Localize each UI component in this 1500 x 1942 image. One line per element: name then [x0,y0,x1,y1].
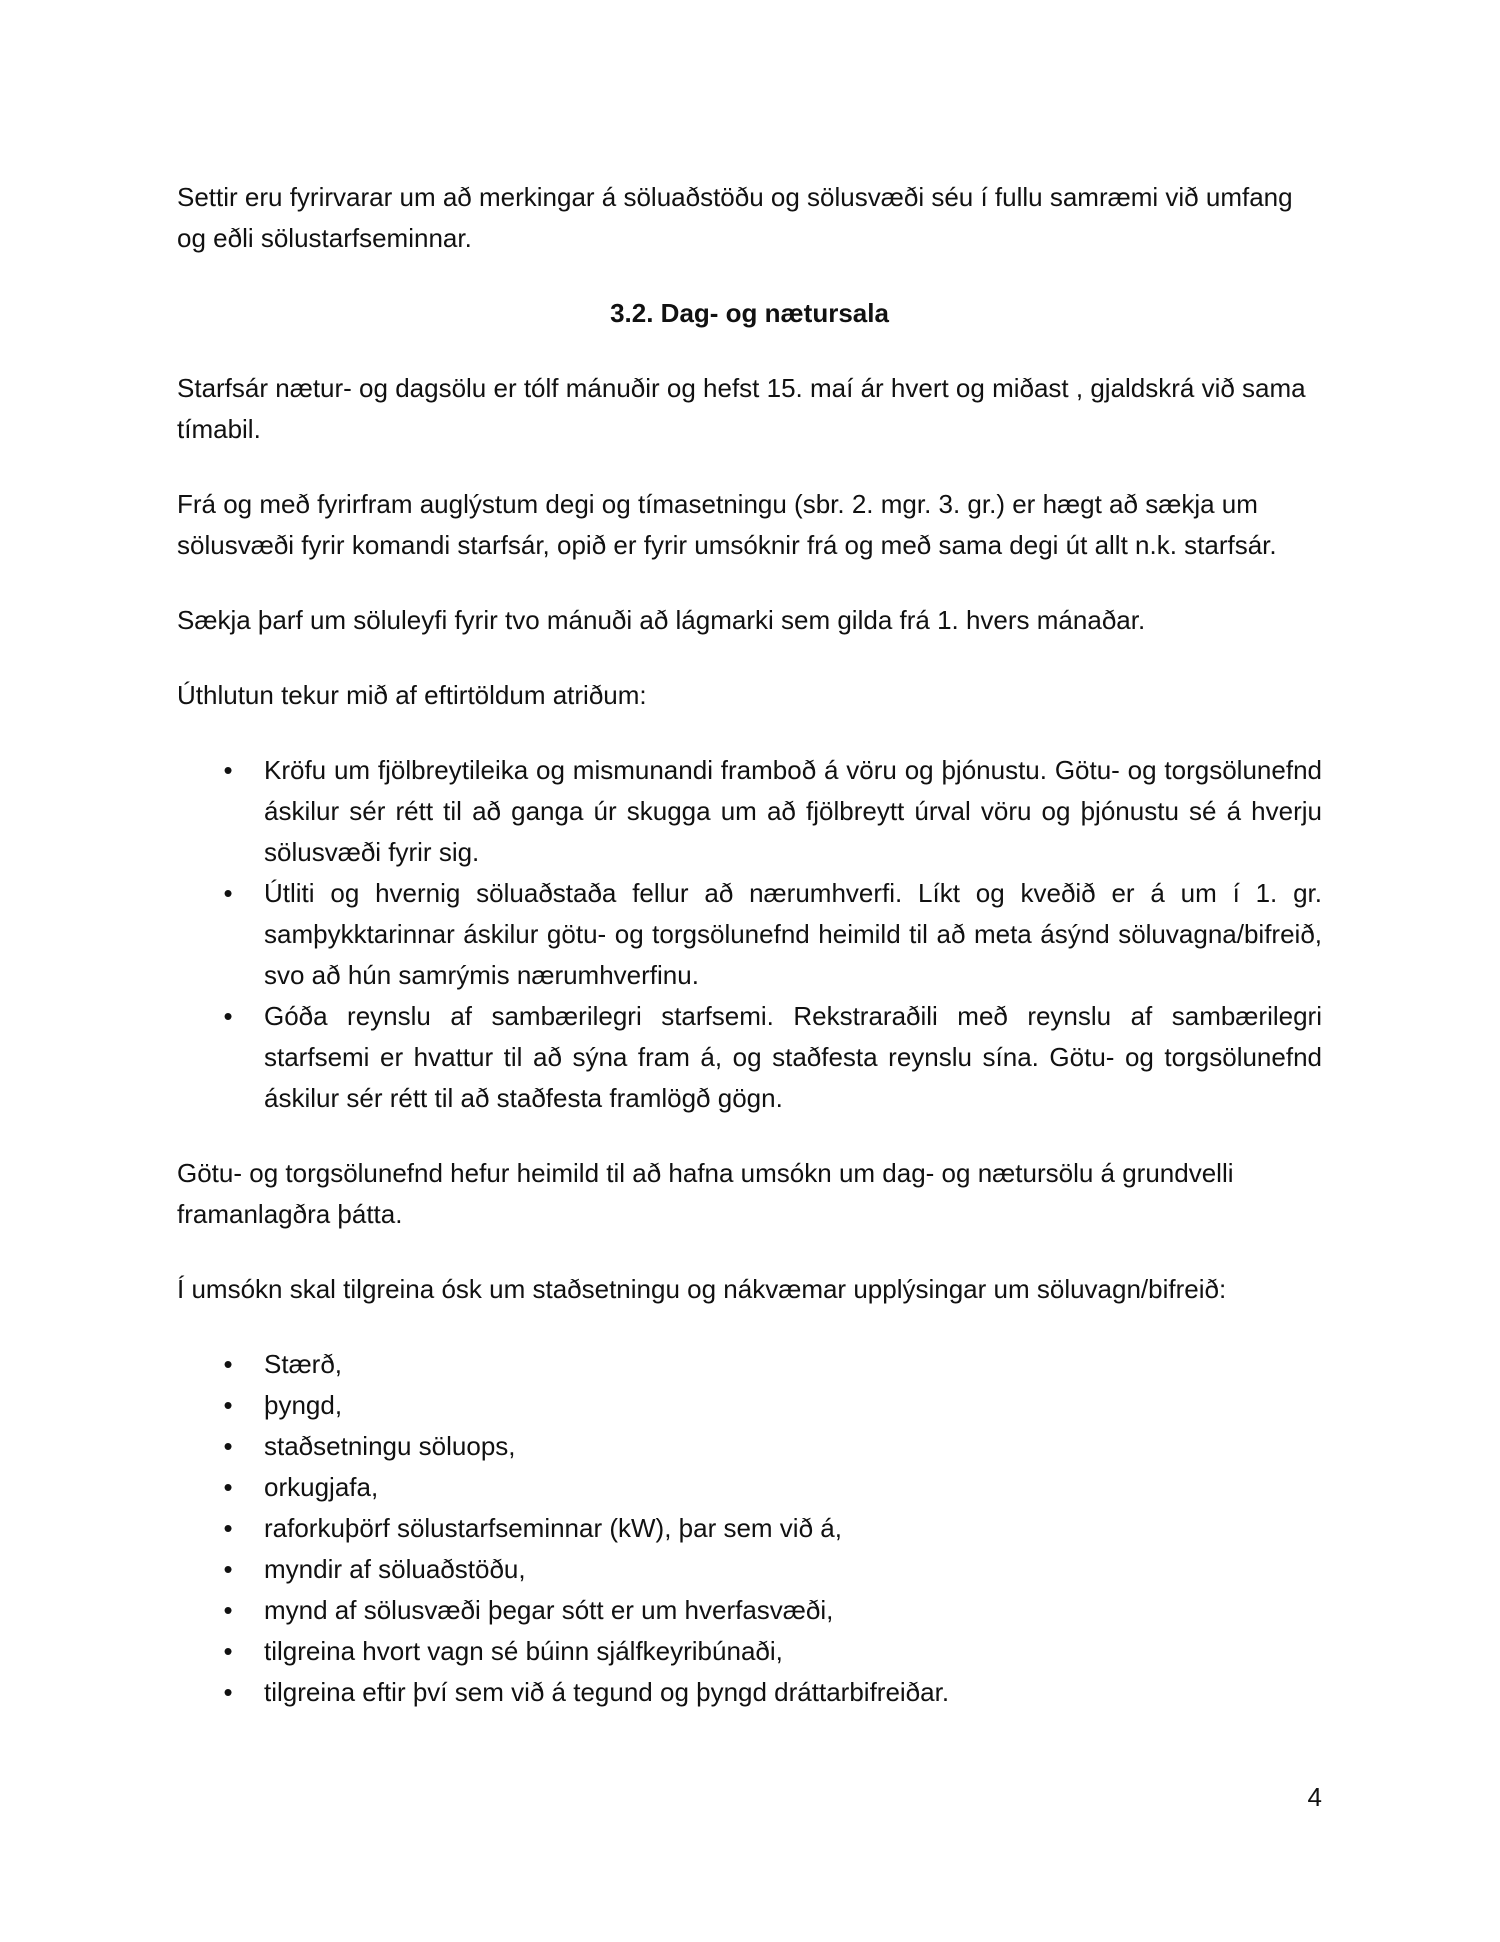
list-item [177,1467,1322,1508]
bullet-icon: • [223,755,233,785]
list-item [177,1672,1322,1713]
bullet-icon: • [223,878,233,908]
paragraph-minimum-period: Sækja þarf um söluleyfi fyrir tvo mánuði að lágmarki sem gilda frá 1. hvers mánaðar. [177,605,1146,635]
paragraph-application-window: Frá og með fyrirfram auglýstum degi og tímasetningu (sbr. 2. mgr. 3. gr.) er hægt að sækja um sölusvæði fyrir komandi starfsár, opið er fyrir umsóknir frá og með sama degi út allt n.k. starfsár. [177,489,1277,560]
list-item-text: Útliti og hvernig söluaðstaða fellur að nærumhverfi. Líkt og kveðið er á um í 1. gr. samþykktarinnar áskilur götu- og torgsölunefnd heimild til að meta ásýnd söluvagna/bifreið, svo að hún samrýmis nærumhverfinu. [264,878,1322,990]
list-item [177,1631,1322,1672]
list-item-text: Stærð, [264,1349,343,1379]
list-item-text: tilgreina eftir því sem við á tegund og þyngd dráttarbifreiðar. [264,1677,950,1707]
list-item [177,750,1322,873]
page-number: 4 [1307,1782,1322,1812]
list-item-text: þyngd, [264,1390,343,1420]
bullet-icon: • [223,1472,233,1502]
bullet-icon: • [223,1001,233,1031]
list-item [177,1549,1322,1590]
list-item [177,1426,1322,1467]
list-item-text: staðsetningu söluops, [264,1431,516,1461]
bullet-icon: • [223,1513,233,1543]
list-item-text: tilgreina hvort vagn sé búinn sjálfkeyribúnaði, [264,1636,783,1666]
list-item [177,873,1322,996]
paragraph-operating-year: Starfsár nætur- og dagsölu er tólf mánuðir og hefst 15. maí ár hvert og miðast , gjaldskrá við sama tímabil. [177,373,1306,444]
paragraph-allocation-intro: Úthlutun tekur mið af eftirtöldum atriðum: [177,680,647,710]
section-heading: 3.2. Dag- og nætursala [610,298,889,328]
allocation-criteria-list [177,750,1322,1119]
bullet-icon: • [223,1390,233,1420]
bullet-icon: • [223,1595,233,1625]
bullet-icon: • [223,1636,233,1666]
intro-paragraph: Settir eru fyrirvarar um að merkingar á söluaðstöðu og sölusvæði séu í fullu samræmi við umfang og eðli sölustarfseminnar. [177,182,1293,253]
list-item [177,1344,1322,1385]
list-item-text: Kröfu um fjölbreytileika og mismunandi framboð á vöru og þjónustu. Götu- og torgsölunefnd áskilur sér rétt til að ganga úr skugga um að fjölbreytt úrval vöru og þjónustu sé á hverju sölusvæði fyrir sig. [264,755,1322,867]
list-item-text: orkugjafa, [264,1472,379,1502]
paragraph-rejection-authority: Götu- og torgsölunefnd hefur heimild til að hafna umsókn um dag- og nætursölu á grundvelli framanlagðra þátta. [177,1158,1234,1229]
list-item-text: mynd af sölusvæði þegar sótt er um hverfasvæði, [264,1595,834,1625]
bullet-icon: • [223,1349,233,1379]
paragraph-application-details-intro: Í umsókn skal tilgreina ósk um staðsetningu og nákvæmar upplýsingar um söluvagn/bifreið: [177,1274,1227,1304]
list-item [177,1385,1322,1426]
list-item-text: Góða reynslu af sambærilegri starfsemi. Rekstraraðili með reynslu af sambærilegri starfsemi er hvattur til að sýna fram á, og staðfesta reynslu sína. Götu- og torgsölunefnd áskilur sér rétt til að staðfesta framlögð gögn. [264,1001,1322,1113]
application-details-list [177,1344,1322,1713]
list-item [177,1590,1322,1631]
bullet-icon: • [223,1554,233,1584]
list-item-text: myndir af söluaðstöðu, [264,1554,526,1584]
list-item [177,1508,1322,1549]
document-body [177,177,1322,1713]
bullet-icon: • [223,1677,233,1707]
bullet-icon: • [223,1431,233,1461]
list-item-text: raforkuþörf sölustarfseminnar (kW), þar sem við á, [264,1513,842,1543]
list-item [177,996,1322,1119]
